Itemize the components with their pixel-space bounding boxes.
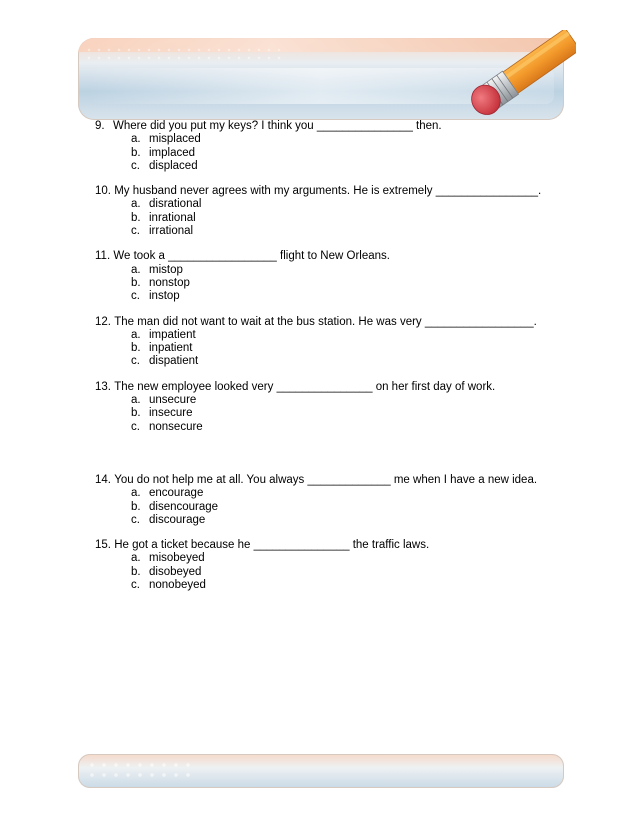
option-c: c. irrational <box>131 225 194 238</box>
option-c: c. instop <box>131 290 180 303</box>
option-b: b. disencourage <box>131 500 219 513</box>
option-c: c. dispatient <box>131 355 199 368</box>
question-number: 14. <box>95 473 111 486</box>
question-number: 11. <box>95 250 111 263</box>
option-a: a. unsecure <box>131 394 197 407</box>
question-text: My husband never agrees with my arguments. He is extremely ________________. <box>114 185 542 198</box>
questions-list <box>95 120 555 604</box>
question-number: 12. <box>95 315 111 328</box>
question-number: 15. <box>95 539 111 552</box>
header-dot-pattern <box>84 46 284 62</box>
question-9 <box>95 120 555 173</box>
footer-banner <box>78 754 564 788</box>
option-b: b. nonstop <box>131 276 190 289</box>
option-c: c. displaced <box>131 159 198 172</box>
question-number: 13. <box>95 380 111 393</box>
option-a: a. mistop <box>131 263 183 276</box>
question-text: We took a _________________ flight to New Orleans. <box>113 250 390 263</box>
option-a: a. impatient <box>131 328 196 341</box>
question-text: The man did not want to wait at the bus station. He was very _________________. <box>114 315 537 328</box>
option-b: b. implaced <box>131 146 196 159</box>
question-11 <box>95 250 555 303</box>
option-a: a. misobeyed <box>131 552 205 565</box>
question-text: You do not help me at all. You always _____________ me when I have a new idea. <box>114 473 538 486</box>
question-12 <box>95 316 555 369</box>
option-a: a. misplaced <box>131 133 201 146</box>
option-b: b. inpatient <box>131 342 193 355</box>
option-c: c. nonobeyed <box>131 579 206 592</box>
footer-dot-pattern <box>86 760 196 780</box>
option-b: b. inrational <box>131 211 196 224</box>
question-15 <box>95 539 555 592</box>
option-b: b. disobeyed <box>131 565 202 578</box>
pencil-eraser-icon <box>456 30 576 120</box>
option-c: c. discourage <box>131 513 206 526</box>
question-10 <box>95 185 555 238</box>
question-14 <box>95 474 555 527</box>
option-a: a. disrational <box>131 198 202 211</box>
question-text: He got a ticket because he _______________ the traffic laws. <box>114 539 430 552</box>
question-number: 9. <box>95 120 105 132</box>
option-a: a. encourage <box>131 487 204 500</box>
question-13 <box>95 381 555 434</box>
question-text: The new employee looked very _______________ on her first day of work. <box>114 380 496 393</box>
question-number: 10. <box>95 185 111 198</box>
question-text: Where did you put my keys? I think you _______________ then. <box>113 120 442 132</box>
option-c: c. nonsecure <box>131 420 203 433</box>
option-b: b. insecure <box>131 407 193 420</box>
